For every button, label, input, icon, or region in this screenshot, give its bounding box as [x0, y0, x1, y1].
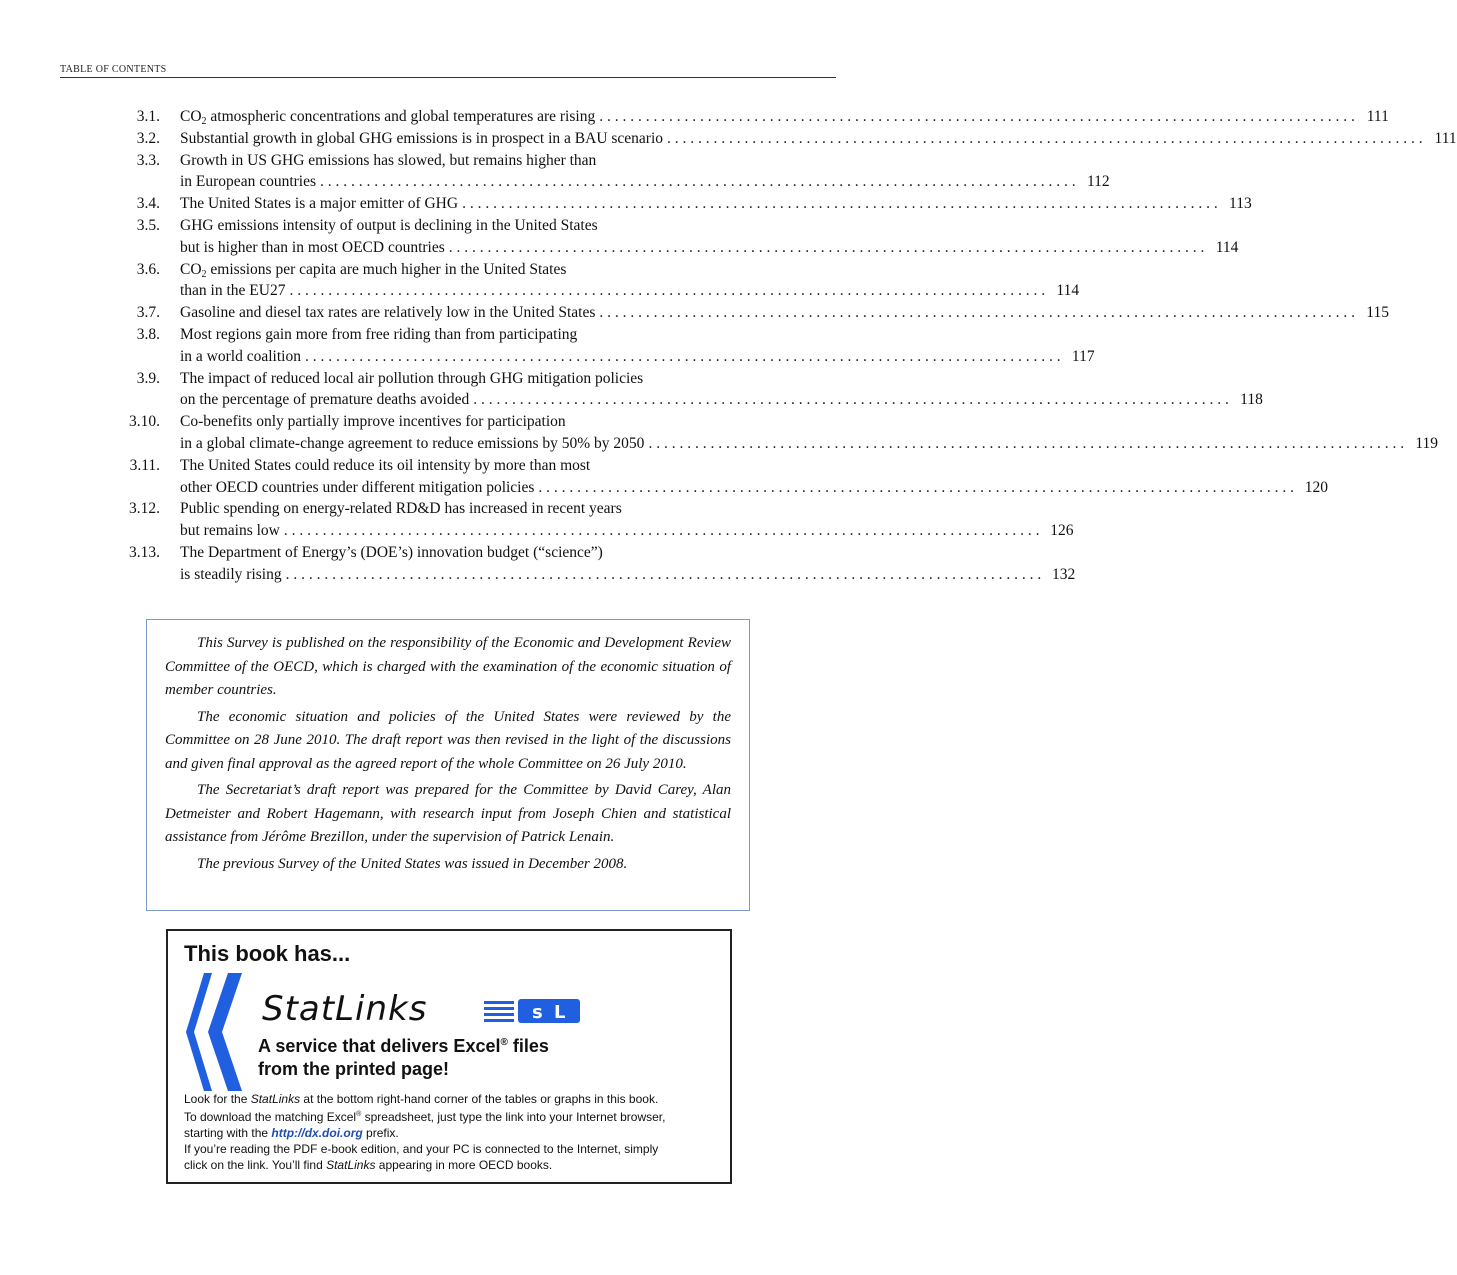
- toc-page-number[interactable]: 113: [1229, 195, 1252, 213]
- tagline-text: files: [507, 1036, 549, 1056]
- toc-entry: [120, 150, 1110, 194]
- statlinks-box: [166, 929, 732, 1184]
- toc-title: than in the EU27: [180, 282, 286, 300]
- toc-entry: [120, 106, 1389, 128]
- list-of-figures: [120, 106, 1457, 586]
- leader-dots: [599, 106, 1355, 128]
- toc-title: $CO_2$ emissions per capita are much higher in the United States: [180, 260, 567, 280]
- toc-page-number[interactable]: 118: [1240, 391, 1263, 409]
- toc-title: The United States could reduce its oil intensity by more than most: [180, 456, 591, 474]
- statlinks-title: This book has...: [184, 941, 351, 966]
- toc-page-number[interactable]: 126: [1050, 522, 1074, 540]
- toc-title: Public spending on energy-related RD&D has increased in recent years: [180, 500, 622, 518]
- leader-dots: [462, 193, 1218, 215]
- toc-title: in a world coalition: [180, 347, 301, 365]
- notice-paragraph: The previous Survey of the United States was issued in December 2008.: [197, 855, 628, 872]
- leader-dots: [599, 302, 1355, 324]
- toc-number: 3.13.: [129, 543, 160, 561]
- notice-paragraph: The Secretariat’s draft report was prepared for the Committee by David Carey, Alan Detmeister and Robert Hagemann, with research input from Joseph Chien and statistical assistance from Jérôme Brezillon, under the supervision of Patrick Lenain.: [165, 782, 731, 845]
- toc-title: is steadily rising: [180, 565, 282, 583]
- notice-paragraph: This Survey is published on the responsibility of the Economic and Development Review Committee of the OECD, which is charged with the examination of the economic situation of member countries.: [165, 635, 731, 698]
- leader-dots: [320, 171, 1076, 193]
- toc-number: 3.1.: [136, 108, 160, 125]
- toc-title: The United States is a major emitter of GHG: [180, 195, 459, 213]
- toc-page-number[interactable]: 111: [1366, 108, 1389, 125]
- toc-page-number[interactable]: 119: [1415, 434, 1439, 452]
- toc-title: on the percentage of premature deaths avoided: [180, 391, 470, 409]
- toc-number: 3.6.: [136, 260, 160, 278]
- svg-text:L: L: [554, 1002, 566, 1023]
- toc-title: in a global climate-change agreement to reduce emissions by 50% by 2050: [180, 434, 645, 452]
- toc-entry: [120, 128, 1457, 150]
- toc-title: $CO_2$ atmospheric concentrations and global temperatures are rising: [180, 108, 596, 127]
- toc-page-number[interactable]: 115: [1366, 304, 1389, 322]
- leader-dots: [289, 280, 1045, 302]
- toc-entry: [120, 498, 1074, 542]
- doi-link[interactable]: http://dx.doi.org: [271, 1126, 363, 1140]
- toc-entry: [120, 455, 1329, 499]
- toc-number: 3.11.: [129, 456, 160, 474]
- toc-page-number[interactable]: 120: [1304, 478, 1329, 496]
- toc-page-number[interactable]: 114: [1056, 282, 1080, 300]
- toc-number: 3.3.: [136, 151, 160, 169]
- toc-number: 3.12.: [129, 500, 160, 518]
- toc-title: GHG emissions intensity of output is declining in the United States: [180, 216, 598, 234]
- tagline-text: from the printed page!: [258, 1059, 450, 1079]
- toc-page-number[interactable]: 114: [1215, 238, 1239, 256]
- toc-entry: [120, 411, 1439, 455]
- toc-entry: [120, 302, 1389, 324]
- leader-dots: [473, 389, 1229, 411]
- svg-text:s: s: [532, 1002, 543, 1023]
- toc-entry: [120, 324, 1095, 368]
- toc-number: 3.9.: [136, 369, 160, 387]
- toc-title: in European countries: [180, 173, 317, 191]
- publication-notice: [146, 619, 750, 911]
- statlinks-sl-icon: [484, 997, 584, 1025]
- toc-number: 3.10.: [129, 413, 160, 431]
- leader-dots: [667, 128, 1423, 150]
- leader-dots: [449, 237, 1205, 259]
- leader-dots: [538, 477, 1294, 499]
- statlinks-instructions: Look for the StatLinks at the bottom right-hand corner of the tables or graphs in this book. To download the matching Excel® spreadsheet, just type the link into your Internet browser, starting with the http://dx.doi.org prefix. If you’re reading the PDF e-book edition, and your PC is connected to the Internet, simply click on the link. You’ll find StatLinks appearing in more OECD books.: [184, 1092, 666, 1172]
- oecd-chevrons-icon: [184, 973, 244, 1091]
- leader-dots: [648, 433, 1404, 455]
- toc-title: Co-benefits only partially improve incentives for participation: [180, 413, 566, 431]
- leader-dots: [284, 520, 1040, 542]
- statlinks-logo: StatLinks: [262, 989, 428, 1029]
- toc-entry: [120, 259, 1080, 303]
- notice-paragraph: The economic situation and policies of the United States were reviewed by the Committee on 28 June 2010. The draft report was then revised in the light of the discussions and given final approval as the agreed report of the whole Committee on 26 July 2010.: [165, 708, 731, 772]
- statlinks-tagline: [258, 1031, 549, 1081]
- toc-page-number[interactable]: 132: [1051, 565, 1076, 583]
- tagline-text: A service that delivers Excel: [258, 1036, 501, 1056]
- toc-entry: [120, 193, 1252, 215]
- toc-entry: [120, 368, 1263, 412]
- toc-entry: [120, 542, 1076, 586]
- toc-title: Substantial growth in global GHG emissions is in prospect in a BAU scenario: [180, 129, 664, 147]
- toc-title: Growth in US GHG emissions has slowed, but remains higher than: [180, 151, 597, 169]
- toc-page-number[interactable]: 112: [1086, 173, 1110, 191]
- toc-title: The Department of Energy’s (DOE’s) innovation budget (“science”): [180, 543, 603, 561]
- leader-dots: [286, 564, 1042, 586]
- toc-page-number[interactable]: 111: [1434, 129, 1457, 147]
- toc-title: Gasoline and diesel tax rates are relatively low in the United States: [180, 304, 596, 322]
- toc-number: 3.4.: [136, 195, 160, 213]
- leader-dots: [305, 346, 1061, 368]
- toc-title: but is higher than in most OECD countries: [180, 238, 445, 256]
- toc-number: 3.8.: [136, 325, 160, 343]
- toc-title: but remains low: [180, 522, 280, 540]
- toc-entry: [120, 215, 1239, 259]
- toc-title: The impact of reduced local air pollution through GHG mitigation policies: [180, 369, 644, 387]
- toc-number: 3.5.: [136, 216, 160, 234]
- toc-title: Most regions gain more from free riding than from participating: [180, 325, 578, 343]
- toc-title: other OECD countries under different mitigation policies: [180, 478, 535, 496]
- toc-number: 3.7.: [136, 304, 160, 322]
- toc-number: 3.2.: [136, 129, 160, 147]
- toc-page-number[interactable]: 117: [1071, 347, 1095, 365]
- registered-mark: ®: [500, 1037, 508, 1048]
- running-header: TABLE OF CONTENTS: [60, 64, 836, 78]
